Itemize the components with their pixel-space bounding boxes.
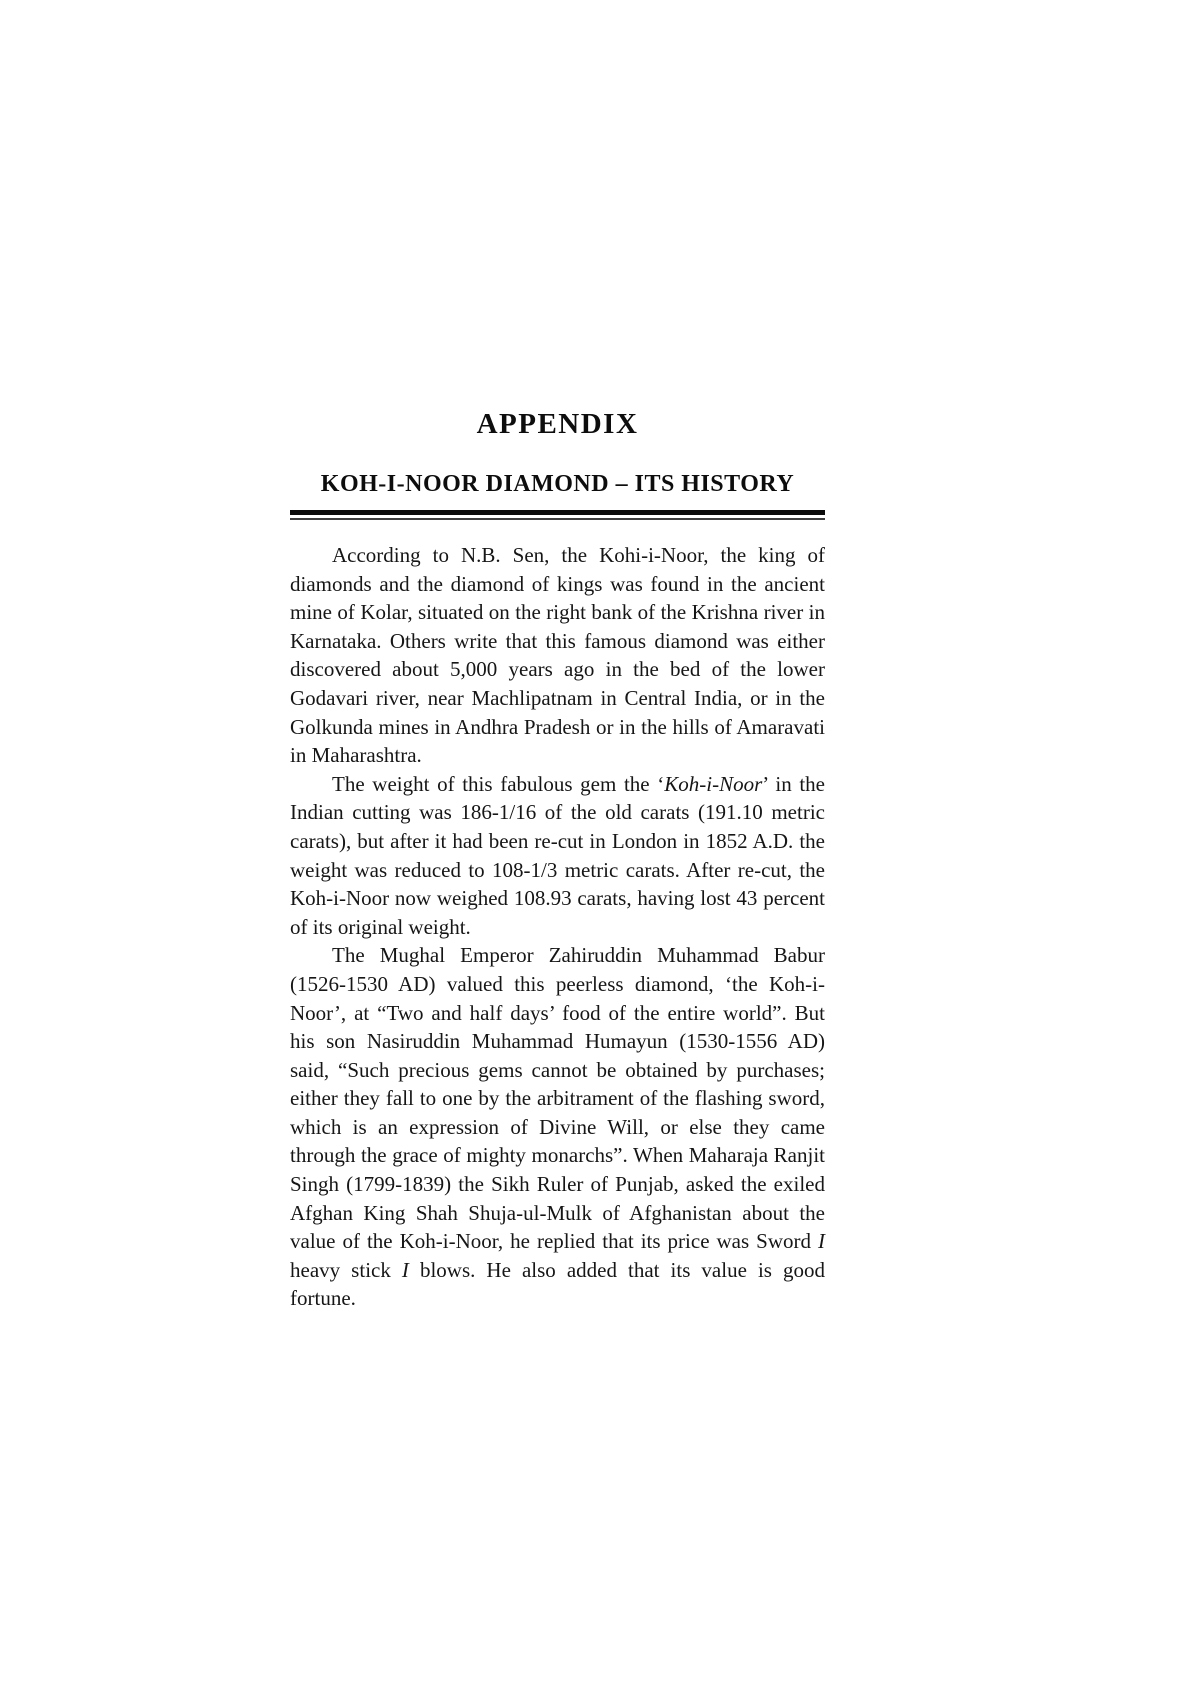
text-run: The weight of this fabulous gem the ‘ (332, 771, 665, 796)
body-paragraph (290, 941, 825, 1313)
text-run: According to N.B. Sen, the Kohi-i-Noor, the king of diamonds and the diamond of kings was found in the ancient mine of Kolar, situated on the right bank of the Krishna river in Karnataka. Others write that this famous diamond was either discovered about 5,000 years ago in the bed of the lower Godavari river, near Machlipatnam in Central India, or in the Golkunda mines in Andhra Pradesh or in the hills of Amaravati in Maharashtra. (290, 543, 825, 768)
double-rule-divider (290, 510, 825, 522)
text-run: heavy stick (290, 1257, 402, 1282)
italic-text-run: Koh-i-Noor (664, 771, 763, 796)
body-paragraph (290, 541, 825, 770)
text-run: The Mughal Emperor Zahiruddin Muhammad Babur (1526-1530 AD) valued this peerless diamond, ‘the Koh-i-Noor’, at “Two and half days’ food of the entire world”. But his son Nasiruddin Muhammad Humayun (1530-1556 AD) said, “Such precious gems cannot be obtained by purchases; either they fall to one by the arbitrament of the flashing sword, which is an expression of Divine Will, or else they came through the grace of mighty monarchs”. When Maharaja Ranjit Singh (1799-1839) the Sikh Ruler of Punjab, asked the exiled Afghan King Shah Shuja-ul-Mulk of Afghanistan about the value of the Koh-i-Noor, he replied that its price was Sword (290, 943, 825, 1254)
page-title: APPENDIX (476, 408, 639, 440)
text-run: ’ in the Indian cutting was 186-1/16 of the old carats (191.10 metric carats), but after it had been re-cut in London in 1852 A.D. the weight was reduced to 108-1/3 metric carats. After re-cut, the Koh-i-Noor now weighed 108.93 carats, having lost 43 percent of its original weight. (290, 771, 825, 939)
article-body (290, 541, 825, 1313)
divider-thin-line (290, 518, 825, 520)
page-content (290, 0, 825, 1313)
text-run: blows. He also added that its value is good fortune. (290, 1257, 825, 1311)
divider-thick-line (290, 510, 825, 515)
italic-text-run: I (818, 1229, 825, 1254)
italic-text-run: I (401, 1257, 409, 1282)
body-paragraph (290, 770, 825, 942)
section-title: KOH-I-NOOR DIAMOND – ITS HISTORY (320, 471, 795, 497)
